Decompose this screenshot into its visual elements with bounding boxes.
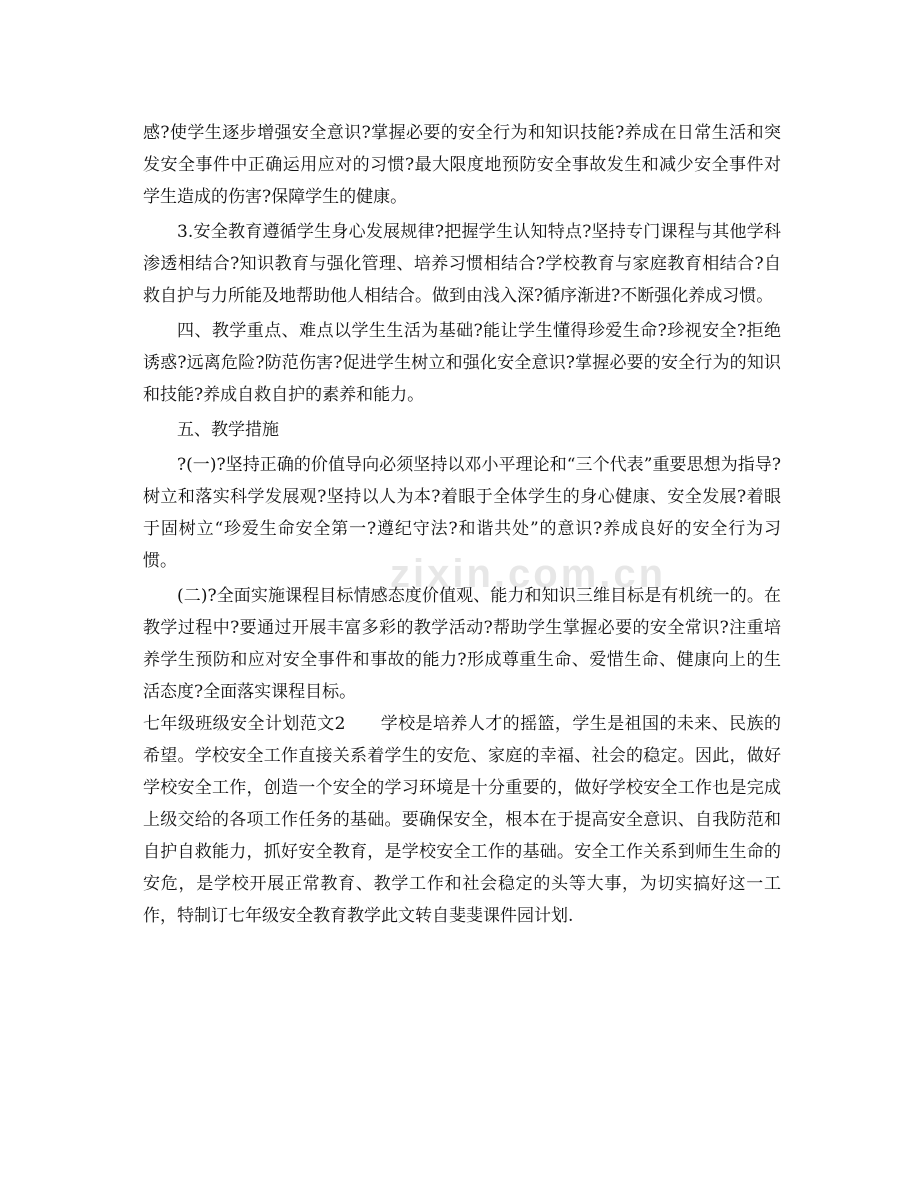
paragraph-measure-1: ?(一)?坚持正确的价值导向必须坚持以邓小平理论和“三个代表”重要思想为指导?树立和落实科学发展观?坚持以人为本?着眼于全体学生的身心健康、安全发展?着眼于固树立“珍爱生命安全第一?遵纪守法?和谐共处”的意识?养成良好的安全行为习惯。 — [143, 455, 781, 571]
paragraph-key-points: 四、教学重点、难点以学生生活为基础?能让学生懂得珍爱生命?珍视安全?拒绝诱惑?远离危险?防范伤害?促进学生树立和强化安全意识?掌握必要的安全行为的知识和技能?养成自救自护的素养和能力。 — [143, 321, 781, 405]
paragraph-sample-2: 七年级班级安全计划范文2 学校是培养人才的摇篮，学生是祖国的未来、民族的希望。学校安全工作直接关系着学生的安危、家庭的幸福、社会的稳定。因此，做好学校安全工作，创造一个安全的学习环境是十分重要的，做好学校安全工作也是完成上级交给的各项工作任务的基础。要确保安全，根本在于提高安全意识、自我防范和自护自救能力，抓好安全教育，是学校安全工作的基础。安全工作关系到师生生命的安危，是学校开展正常教育、教学工作和社会稳定的头等大事，为切实搞好这一工作，特制订七年级安全教育教学此文转自斐斐课件园计划. — [143, 714, 781, 926]
section-heading-measures: 五、教学措施 — [177, 420, 279, 440]
paragraph-measure-2: (二)?全面实施课程目标情感态度价值观、能力和知识三维目标是有机统一的。在教学过程中?要通过开展丰富多彩的教学活动?帮助学生掌握必要的安全常识?注重培养学生预防和应对安全事件和事故的能力?形成尊重生命、爱惜生命、健康向上的生活态度?全面落实课程目标。 — [143, 586, 781, 702]
watermark: zixin.com.cn — [390, 552, 667, 596]
paragraph-principle-3: 3.安全教育遵循学生身心发展规律?把握学生认知特点?坚持专门课程与其他学科渗透相结合?知识教育与强化管理、培养习惯相结合?学校教育与家庭教育相结合?自救自护与力所能及地帮助他人相结合。做到由浅入深?循序渐进?不断强化养成习惯。 — [143, 222, 781, 306]
paragraph-continuation: 感?使学生逐步增强安全意识?掌握必要的安全行为和知识技能?养成在日常生活和突发安全事件中正确运用应对的习惯?最大限度地预防安全事故发生和减少安全事件对学生造成的伤害?保障学生的健康。 — [143, 123, 781, 207]
document-body — [143, 117, 781, 932]
